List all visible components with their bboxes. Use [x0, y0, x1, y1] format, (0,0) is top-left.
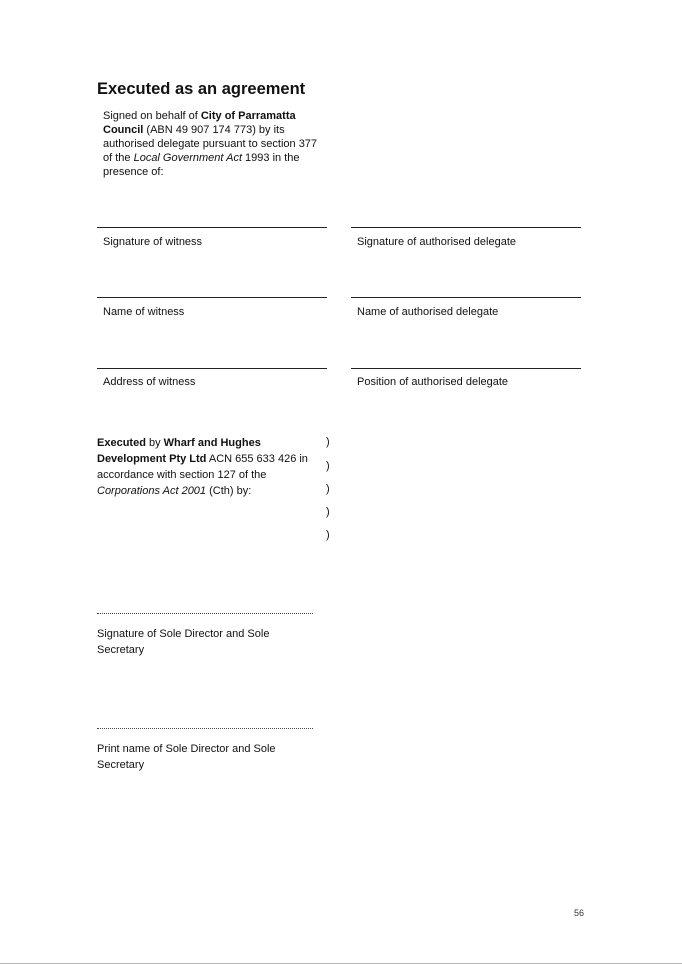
- act-name: Local Government Act: [133, 152, 242, 164]
- director-signature-line[interactable]: [97, 613, 313, 614]
- delegate-signature-line[interactable]: [351, 227, 581, 228]
- company-execution-text: [97, 435, 317, 499]
- delegate-position-line[interactable]: [351, 368, 581, 369]
- abn-text: (ABN 49 907 174 773) by its authorised delegate pursuant to section 377 of the: [103, 124, 318, 164]
- delegate-position-label: Position of authorised delegate: [357, 376, 509, 388]
- witness-signature-line[interactable]: [97, 227, 327, 228]
- bracket-mark: ): [326, 506, 330, 518]
- witness-address-label: Address of witness: [103, 376, 196, 388]
- bracket-mark: ): [326, 436, 330, 448]
- bracket-mark: ): [326, 460, 330, 472]
- company-name: Wharf and Hughes Development Pty Ltd: [97, 437, 261, 465]
- bracket-mark: ): [326, 483, 330, 495]
- signed-prefix: Signed on behalf of: [103, 110, 201, 122]
- council-name: City of Parramatta Council: [103, 110, 296, 136]
- by-word: by: [145, 437, 164, 449]
- act-tail: 1993 in the presence of:: [103, 152, 300, 178]
- witness-name-line[interactable]: [97, 297, 327, 298]
- corporations-act-name: Corporations Act 2001: [97, 485, 207, 497]
- director-name-label: Print name of Sole Director and Sole Secretary: [97, 743, 276, 771]
- delegate-signature-label: Signature of authorised delegate: [357, 236, 517, 248]
- delegate-name-label: Name of authorised delegate: [357, 306, 499, 318]
- acn-text: ACN 655 633 426 in accordance with section 127 of the: [97, 453, 308, 481]
- page-number: 56: [574, 908, 585, 918]
- director-name-line[interactable]: [97, 728, 313, 729]
- bracket-mark: ): [326, 529, 330, 541]
- council-execution-text: [103, 109, 323, 179]
- witness-address-line[interactable]: [97, 368, 327, 369]
- page-title: Executed as an agreement: [97, 80, 306, 98]
- corporations-act-tail: (Cth) by:: [206, 485, 252, 497]
- witness-signature-label: Signature of witness: [103, 236, 203, 248]
- director-signature-label: Signature of Sole Director and Sole Secretary: [97, 628, 270, 656]
- witness-name-label: Name of witness: [103, 306, 185, 318]
- page-bottom-edge: [0, 963, 682, 964]
- delegate-name-line[interactable]: [351, 297, 581, 298]
- executed-word: Executed: [97, 437, 146, 449]
